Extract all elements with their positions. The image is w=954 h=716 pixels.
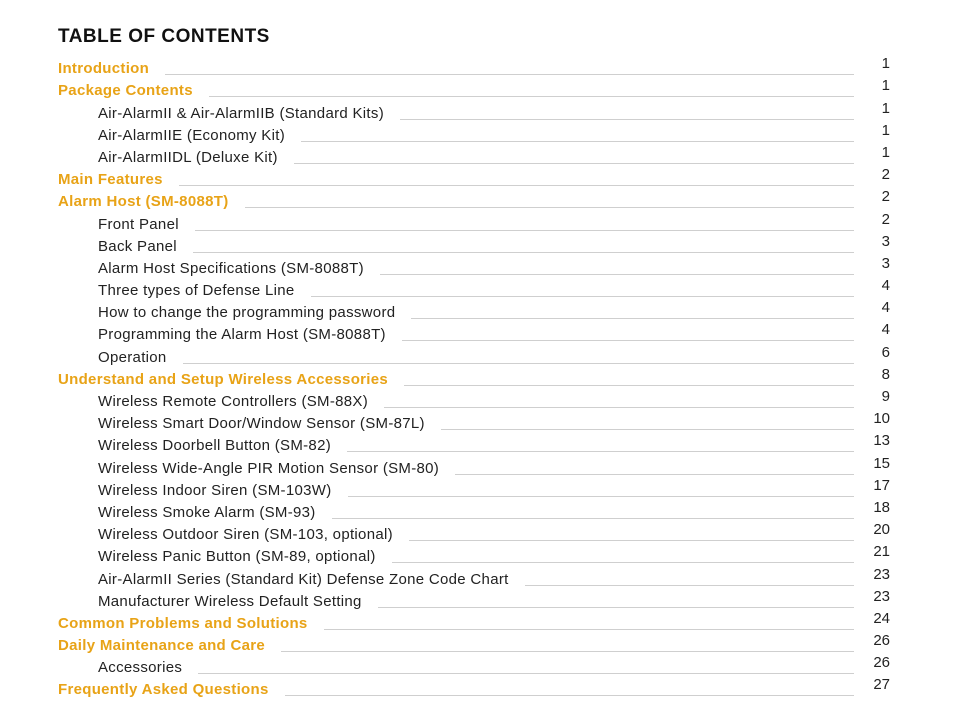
toc-page-number: 15 bbox=[873, 454, 890, 472]
toc-page-number: 9 bbox=[881, 388, 890, 405]
toc-leader-line bbox=[441, 429, 854, 430]
toc-section-entry[interactable] bbox=[58, 633, 890, 655]
toc-page-number: 13 bbox=[873, 432, 890, 450]
toc-leader-line bbox=[209, 96, 854, 97]
toc-subsection-entry[interactable] bbox=[58, 322, 890, 344]
toc-list bbox=[58, 56, 890, 699]
toc-page-number: 1 bbox=[881, 77, 890, 95]
toc-leader-line bbox=[380, 274, 854, 275]
toc-subsection-entry[interactable] bbox=[58, 655, 890, 677]
toc-entry-label: Wireless Smart Door/Window Sensor (SM-87L) bbox=[98, 415, 425, 433]
toc-subsection-entry[interactable] bbox=[58, 455, 890, 477]
toc-page bbox=[58, 24, 890, 699]
toc-subsection-entry[interactable] bbox=[58, 478, 890, 500]
toc-page-number: 1 bbox=[881, 99, 890, 117]
toc-leader-line bbox=[411, 318, 854, 319]
toc-section-entry[interactable] bbox=[58, 56, 890, 78]
toc-leader-line bbox=[324, 629, 854, 630]
toc-subsection-entry[interactable] bbox=[58, 344, 890, 366]
toc-leader-line bbox=[455, 474, 854, 475]
toc-subsection-entry[interactable] bbox=[58, 522, 890, 544]
toc-entry-label: Wireless Outdoor Siren (SM-103, optional) bbox=[98, 526, 393, 544]
toc-page-number: 24 bbox=[873, 609, 890, 627]
toc-leader-line bbox=[392, 562, 854, 563]
toc-page-number: 4 bbox=[881, 299, 890, 317]
toc-page-number: 2 bbox=[881, 166, 890, 184]
toc-leader-line bbox=[525, 585, 854, 586]
toc-leader-line bbox=[301, 141, 854, 142]
toc-entry-label: Wireless Wide-Angle PIR Motion Sensor (SM-80) bbox=[98, 459, 440, 477]
toc-section-entry[interactable] bbox=[58, 167, 890, 189]
toc-subsection-entry[interactable] bbox=[58, 589, 890, 611]
toc-page-number: 23 bbox=[873, 565, 890, 583]
toc-leader-line bbox=[347, 451, 854, 452]
toc-leader-line bbox=[245, 207, 854, 208]
toc-entry-label: Programming the Alarm Host (SM-8088T) bbox=[98, 326, 386, 344]
toc-leader-line bbox=[400, 119, 854, 120]
toc-subsection-entry[interactable] bbox=[58, 300, 890, 322]
toc-leader-line bbox=[404, 385, 854, 386]
toc-subsection-entry[interactable] bbox=[58, 145, 890, 167]
toc-page-number: 10 bbox=[873, 410, 890, 428]
toc-leader-line bbox=[179, 185, 854, 186]
toc-page-number: 17 bbox=[873, 476, 890, 494]
toc-entry-label: Main Features bbox=[58, 171, 163, 189]
toc-entry-label: Air-AlarmIIE (Economy Kit) bbox=[98, 126, 285, 144]
toc-subsection-entry[interactable] bbox=[58, 211, 890, 233]
toc-leader-line bbox=[311, 296, 854, 297]
toc-page-number: 3 bbox=[881, 254, 890, 272]
toc-leader-line bbox=[195, 230, 854, 231]
toc-page-number: 20 bbox=[873, 521, 890, 539]
toc-leader-line bbox=[348, 496, 854, 497]
toc-leader-line bbox=[409, 540, 854, 541]
toc-leader-line bbox=[165, 74, 854, 75]
toc-entry-label: Three types of Defense Line bbox=[98, 282, 295, 300]
toc-entry-label: Introduction bbox=[58, 60, 150, 78]
toc-entry-label: Air-AlarmIIDL (Deluxe Kit) bbox=[98, 148, 278, 166]
toc-page-number: 26 bbox=[873, 654, 890, 672]
toc-entry-label: Accessories bbox=[98, 659, 183, 677]
toc-entry-label: Wireless Panic Button (SM-89, optional) bbox=[98, 548, 376, 566]
toc-entry-label: Air-AlarmII Series (Standard Kit) Defense Zone Code Chart bbox=[98, 570, 509, 588]
toc-page-number: 18 bbox=[873, 498, 890, 516]
toc-leader-line bbox=[193, 252, 854, 253]
toc-entry-label: Operation bbox=[98, 348, 167, 366]
toc-subsection-entry[interactable] bbox=[58, 256, 890, 278]
toc-page-number: 26 bbox=[873, 632, 890, 650]
toc-subsection-entry[interactable] bbox=[58, 278, 890, 300]
page-title: TABLE OF CONTENTS bbox=[58, 26, 270, 47]
toc-entry-label: Air-AlarmII & Air-AlarmIIB (Standard Kits) bbox=[98, 104, 384, 122]
toc-page-number: 2 bbox=[881, 210, 890, 228]
toc-entry-label: Back Panel bbox=[98, 237, 177, 255]
toc-leader-line bbox=[198, 673, 854, 674]
toc-subsection-entry[interactable] bbox=[58, 234, 890, 256]
toc-page-number: 21 bbox=[873, 543, 890, 561]
toc-page-number: 1 bbox=[881, 121, 890, 139]
toc-entry-label: Common Problems and Solutions bbox=[58, 614, 308, 632]
toc-leader-line bbox=[183, 363, 854, 364]
toc-entry-label: Wireless Smoke Alarm (SM-93) bbox=[98, 503, 316, 521]
toc-subsection-entry[interactable] bbox=[58, 500, 890, 522]
toc-section-entry[interactable] bbox=[58, 189, 890, 211]
toc-section-entry[interactable] bbox=[58, 78, 890, 100]
toc-subsection-entry[interactable] bbox=[58, 411, 890, 433]
toc-leader-line bbox=[294, 163, 854, 164]
toc-subsection-entry[interactable] bbox=[58, 123, 890, 145]
toc-leader-line bbox=[285, 695, 854, 696]
toc-leader-line bbox=[378, 607, 854, 608]
toc-entry-label: Package Contents bbox=[58, 82, 193, 100]
toc-entry-label: Alarm Host (SM-8088T) bbox=[58, 193, 229, 211]
toc-entry-label: Understand and Setup Wireless Accessories bbox=[58, 370, 389, 388]
toc-page-number: 2 bbox=[881, 188, 890, 206]
toc-leader-line bbox=[332, 518, 854, 519]
toc-leader-line bbox=[402, 340, 854, 341]
toc-section-entry[interactable] bbox=[58, 367, 890, 389]
toc-leader-line bbox=[384, 407, 854, 408]
toc-entry-label: Front Panel bbox=[98, 215, 179, 233]
toc-page-number: 4 bbox=[881, 321, 890, 339]
toc-page-number: 4 bbox=[881, 277, 890, 295]
toc-section-entry[interactable] bbox=[58, 611, 890, 633]
toc-leader-line bbox=[281, 651, 854, 652]
toc-page-number: 8 bbox=[881, 365, 890, 383]
toc-page-number: 6 bbox=[881, 343, 890, 361]
toc-entry-label: Alarm Host Specifications (SM-8088T) bbox=[98, 259, 364, 277]
toc-entry-label: Wireless Doorbell Button (SM-82) bbox=[98, 437, 332, 455]
toc-page-number: 1 bbox=[881, 55, 890, 73]
toc-page-number: 3 bbox=[881, 232, 890, 250]
toc-entry-label: How to change the programming password bbox=[98, 304, 396, 322]
toc-subsection-entry[interactable] bbox=[58, 100, 890, 122]
toc-entry-label: Wireless Indoor Siren (SM-103W) bbox=[98, 481, 332, 499]
toc-entry-label: Manufacturer Wireless Default Setting bbox=[98, 592, 362, 610]
toc-entry-label: Wireless Remote Controllers (SM-88X) bbox=[98, 393, 369, 410]
toc-entry-label: Frequently Asked Questions bbox=[58, 681, 269, 699]
toc-page-number: 27 bbox=[873, 676, 890, 694]
toc-page-number: 23 bbox=[873, 587, 890, 605]
toc-page-number: 1 bbox=[881, 143, 890, 161]
toc-subsection-entry[interactable] bbox=[58, 544, 890, 566]
toc-subsection-entry[interactable] bbox=[58, 433, 890, 455]
toc-subsection-entry[interactable] bbox=[58, 566, 890, 588]
toc-entry-label: Daily Maintenance and Care bbox=[58, 637, 266, 655]
toc-section-entry[interactable] bbox=[58, 677, 890, 699]
toc-subsection-entry[interactable] bbox=[58, 389, 890, 411]
